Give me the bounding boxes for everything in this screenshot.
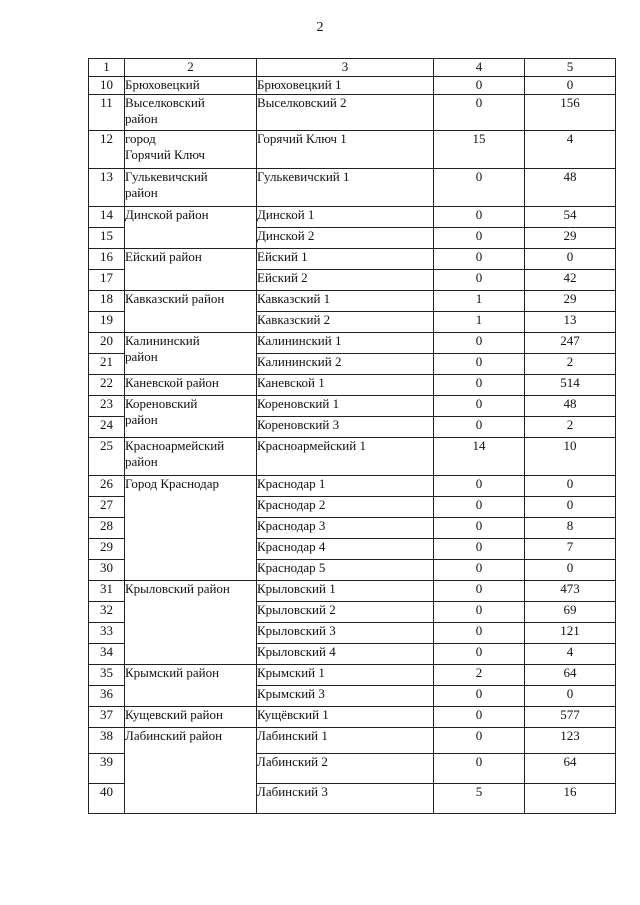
district-name-line: Ейский район [125, 249, 202, 264]
section-name: Крыловский 4 [257, 644, 434, 665]
district-cell [125, 333, 257, 375]
district-cell [125, 77, 257, 95]
header-cell: 2 [125, 59, 257, 77]
value-col5: 0 [525, 476, 616, 497]
value-col5: 48 [525, 169, 616, 207]
district-cell [125, 581, 257, 665]
value-col5: 473 [525, 581, 616, 602]
district-name-line: Калининский [125, 333, 200, 348]
value-col4: 0 [434, 754, 525, 784]
value-col4: 0 [434, 497, 525, 518]
district-cell [125, 131, 257, 169]
section-name: Ейский 2 [257, 270, 434, 291]
table-row [89, 438, 616, 476]
district-name-line: Крыловский район [125, 581, 230, 596]
table-row [89, 396, 616, 417]
section-name: Кущёвский 1 [257, 707, 434, 728]
row-number: 21 [89, 354, 125, 375]
table-row [89, 249, 616, 270]
value-col4: 0 [434, 728, 525, 754]
value-col5: 0 [525, 249, 616, 270]
value-col4: 0 [434, 396, 525, 417]
section-name: Краснодар 4 [257, 539, 434, 560]
value-col5: 10 [525, 438, 616, 476]
value-col4: 0 [434, 602, 525, 623]
row-number: 18 [89, 291, 125, 312]
value-col5: 64 [525, 665, 616, 686]
district-cell [125, 665, 257, 707]
district-name-line: Лабинский район [125, 728, 223, 743]
district-table [88, 58, 616, 814]
value-col4: 1 [434, 312, 525, 333]
value-col4: 0 [434, 354, 525, 375]
value-col5: 514 [525, 375, 616, 396]
district-name-line: Город Краснодар [125, 476, 220, 491]
row-number: 23 [89, 396, 125, 417]
value-col4: 0 [434, 686, 525, 707]
district-name-line: Кореновский [125, 396, 198, 411]
header-cell: 1 [89, 59, 125, 77]
value-col4: 0 [434, 249, 525, 270]
row-number: 37 [89, 707, 125, 728]
district-cell [125, 169, 257, 207]
row-number: 22 [89, 375, 125, 396]
table-row [89, 333, 616, 354]
table-row [89, 169, 616, 207]
section-name: Калининский 2 [257, 354, 434, 375]
section-name: Краснодар 5 [257, 560, 434, 581]
page-number: 2 [316, 20, 324, 35]
row-number: 40 [89, 784, 125, 814]
table-row [89, 581, 616, 602]
value-col5: 121 [525, 623, 616, 644]
district-name-line: район [125, 412, 158, 427]
value-col4: 1 [434, 291, 525, 312]
table-row [89, 665, 616, 686]
row-number: 25 [89, 438, 125, 476]
district-name-line: Горячий Ключ [125, 147, 205, 162]
section-name: Брюховецкий 1 [257, 77, 434, 95]
value-col5: 123 [525, 728, 616, 754]
value-col5: 0 [525, 497, 616, 518]
row-number: 17 [89, 270, 125, 291]
district-name-line: район [125, 349, 158, 364]
row-number: 32 [89, 602, 125, 623]
district-cell [125, 396, 257, 438]
district-name-line: Кущевский район [125, 707, 223, 722]
value-col4: 0 [434, 539, 525, 560]
row-number: 10 [89, 77, 125, 95]
row-number: 39 [89, 754, 125, 784]
table-row [89, 476, 616, 497]
row-number: 28 [89, 518, 125, 539]
district-name-line: район [125, 111, 158, 126]
value-col5: 0 [525, 77, 616, 95]
value-col4: 0 [434, 644, 525, 665]
value-col5: 7 [525, 539, 616, 560]
section-name: Горячий Ключ 1 [257, 131, 434, 169]
district-cell [125, 476, 257, 581]
section-name: Крыловский 3 [257, 623, 434, 644]
district-name-line: Брюховецкий [125, 77, 200, 92]
value-col4: 0 [434, 207, 525, 228]
row-number: 31 [89, 581, 125, 602]
district-cell [125, 707, 257, 728]
row-number: 35 [89, 665, 125, 686]
value-col4: 5 [434, 784, 525, 814]
district-cell [125, 95, 257, 131]
row-number: 34 [89, 644, 125, 665]
section-name: Кавказский 1 [257, 291, 434, 312]
header-cell: 5 [525, 59, 616, 77]
row-number: 29 [89, 539, 125, 560]
row-number: 30 [89, 560, 125, 581]
district-cell [125, 375, 257, 396]
district-name-line: Гулькевичский [125, 169, 208, 184]
section-name: Красноармейский 1 [257, 438, 434, 476]
value-col4: 0 [434, 228, 525, 249]
row-number: 11 [89, 95, 125, 131]
section-name: Крымский 1 [257, 665, 434, 686]
row-number: 12 [89, 131, 125, 169]
value-col5: 16 [525, 784, 616, 814]
value-col4: 0 [434, 581, 525, 602]
district-cell [125, 249, 257, 291]
value-col5: 54 [525, 207, 616, 228]
section-name: Кавказский 2 [257, 312, 434, 333]
table-row [89, 375, 616, 396]
row-number: 16 [89, 249, 125, 270]
section-name: Выселковский 2 [257, 95, 434, 131]
value-col5: 2 [525, 354, 616, 375]
district-name-line: Каневской район [125, 375, 219, 390]
value-col4: 2 [434, 665, 525, 686]
value-col4: 0 [434, 333, 525, 354]
header-cell: 4 [434, 59, 525, 77]
value-col4: 0 [434, 476, 525, 497]
section-name: Динской 2 [257, 228, 434, 249]
section-name: Лабинский 1 [257, 728, 434, 754]
row-number: 33 [89, 623, 125, 644]
value-col4: 0 [434, 95, 525, 131]
header-row [89, 59, 616, 77]
value-col5: 2 [525, 417, 616, 438]
value-col5: 42 [525, 270, 616, 291]
table-row [89, 77, 616, 95]
value-col5: 69 [525, 602, 616, 623]
value-col4: 0 [434, 375, 525, 396]
value-col4: 0 [434, 707, 525, 728]
section-name: Гулькевичский 1 [257, 169, 434, 207]
district-name-line: район [125, 185, 158, 200]
value-col4: 0 [434, 270, 525, 291]
value-col5: 64 [525, 754, 616, 784]
row-number: 26 [89, 476, 125, 497]
district-name-line: Кавказский район [125, 291, 225, 306]
header-cell: 3 [257, 59, 434, 77]
district-cell [125, 207, 257, 249]
value-col5: 156 [525, 95, 616, 131]
value-col4: 0 [434, 77, 525, 95]
row-number: 38 [89, 728, 125, 754]
value-col5: 0 [525, 560, 616, 581]
district-cell [125, 438, 257, 476]
value-col5: 13 [525, 312, 616, 333]
value-col5: 247 [525, 333, 616, 354]
row-number: 36 [89, 686, 125, 707]
section-name: Динской 1 [257, 207, 434, 228]
table-row [89, 95, 616, 131]
section-name: Крымский 3 [257, 686, 434, 707]
table-row [89, 707, 616, 728]
value-col4: 15 [434, 131, 525, 169]
section-name: Краснодар 1 [257, 476, 434, 497]
section-name: Кореновский 3 [257, 417, 434, 438]
value-col4: 0 [434, 518, 525, 539]
value-col5: 0 [525, 686, 616, 707]
district-cell [125, 728, 257, 814]
district-name-line: Динской район [125, 207, 209, 222]
value-col5: 4 [525, 644, 616, 665]
table-row [89, 291, 616, 312]
row-number: 19 [89, 312, 125, 333]
table-row [89, 207, 616, 228]
row-number: 24 [89, 417, 125, 438]
section-name: Краснодар 3 [257, 518, 434, 539]
value-col5: 8 [525, 518, 616, 539]
table-row [89, 728, 616, 754]
table-row [89, 131, 616, 169]
value-col5: 29 [525, 228, 616, 249]
row-number: 20 [89, 333, 125, 354]
row-number: 13 [89, 169, 125, 207]
value-col4: 0 [434, 623, 525, 644]
section-name: Крыловский 2 [257, 602, 434, 623]
district-name-line: Крымский район [125, 665, 220, 680]
district-name-line: Выселковский [125, 95, 205, 110]
section-name: Кореновский 1 [257, 396, 434, 417]
value-col5: 29 [525, 291, 616, 312]
value-col5: 4 [525, 131, 616, 169]
district-name-line: город [125, 131, 156, 146]
value-col4: 0 [434, 417, 525, 438]
row-number: 15 [89, 228, 125, 249]
row-number: 14 [89, 207, 125, 228]
section-name: Краснодар 2 [257, 497, 434, 518]
section-name: Ейский 1 [257, 249, 434, 270]
value-col5: 48 [525, 396, 616, 417]
section-name: Лабинский 3 [257, 784, 434, 814]
section-name: Лабинский 2 [257, 754, 434, 784]
district-name-line: Красноармейский [125, 438, 225, 453]
section-name: Крыловский 1 [257, 581, 434, 602]
value-col4: 0 [434, 560, 525, 581]
section-name: Каневской 1 [257, 375, 434, 396]
section-name: Калининский 1 [257, 333, 434, 354]
value-col4: 14 [434, 438, 525, 476]
district-cell [125, 291, 257, 333]
district-name-line: район [125, 454, 158, 469]
value-col5: 577 [525, 707, 616, 728]
value-col4: 0 [434, 169, 525, 207]
row-number: 27 [89, 497, 125, 518]
